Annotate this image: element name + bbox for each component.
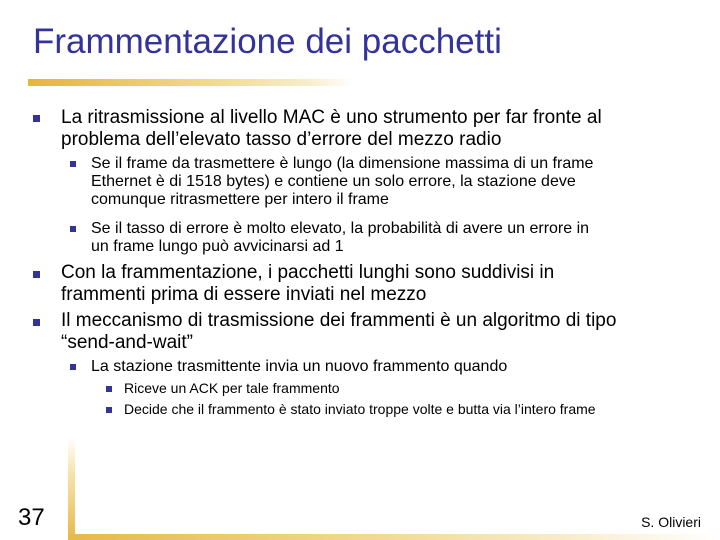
sub-bullet-text-line: comunque ritrasmettere per intero il frame	[91, 191, 389, 208]
sub-bullet-marker	[70, 226, 76, 232]
author-name: S. Olivieri	[641, 514, 701, 530]
bullet-marker	[33, 271, 40, 278]
sub-bullet-text-line: Se il tasso di errore è molto elevato, la probabilità di avere un errore in	[91, 220, 590, 237]
bullet-marker	[33, 115, 40, 122]
bullet-marker	[33, 319, 40, 326]
sub-sub-bullet-text-line: Riceve un ACK per tale frammento	[124, 380, 340, 396]
slide-title: Frammentazione dei pacchetti	[33, 22, 502, 61]
sub-bullet-text-line: un frame lungo può avvicinarsi ad 1	[91, 238, 344, 255]
footer-horizontal-rule	[68, 534, 720, 540]
sub-sub-bullet-text-line: Decide che il frammento è stato inviato troppe volte e butta via l’intero frame	[124, 401, 596, 417]
sub-sub-bullet-marker	[106, 407, 112, 413]
sub-bullet-text-line: La stazione trasmittente invia un nuovo frammento quando	[91, 358, 508, 375]
page-number: 37	[18, 504, 45, 531]
footer-vertical-rule	[68, 438, 75, 540]
bullet-text-line: frammenti prima di essere inviati nel mezzo	[61, 284, 427, 305]
sub-bullet-text-line: Ethernet è di 1518 bytes) e contiene un solo errore, la stazione deve	[91, 173, 576, 190]
sub-bullet-text-line: Se il frame da trasmettere è lungo (la dimensione massima di un frame	[91, 155, 594, 172]
sub-bullet-marker	[70, 364, 76, 370]
bullet-text-line: “send-and-wait”	[61, 332, 193, 353]
bullet-text-line: problema dell’elevato tasso d’errore del mezzo radio	[61, 129, 502, 150]
bullet-text-line: Il meccanismo di trasmissione dei frammenti è un algoritmo di tipo	[61, 310, 617, 331]
sub-bullet-marker	[70, 161, 76, 167]
bullet-text-line: La ritrasmissione al livello MAC è uno strumento per far fronte al	[61, 107, 602, 128]
sub-sub-bullet-marker	[106, 386, 112, 392]
bullet-text-line: Con la frammentazione, i pacchetti lunghi sono suddivisi in	[61, 262, 555, 283]
title-underline	[28, 79, 354, 86]
